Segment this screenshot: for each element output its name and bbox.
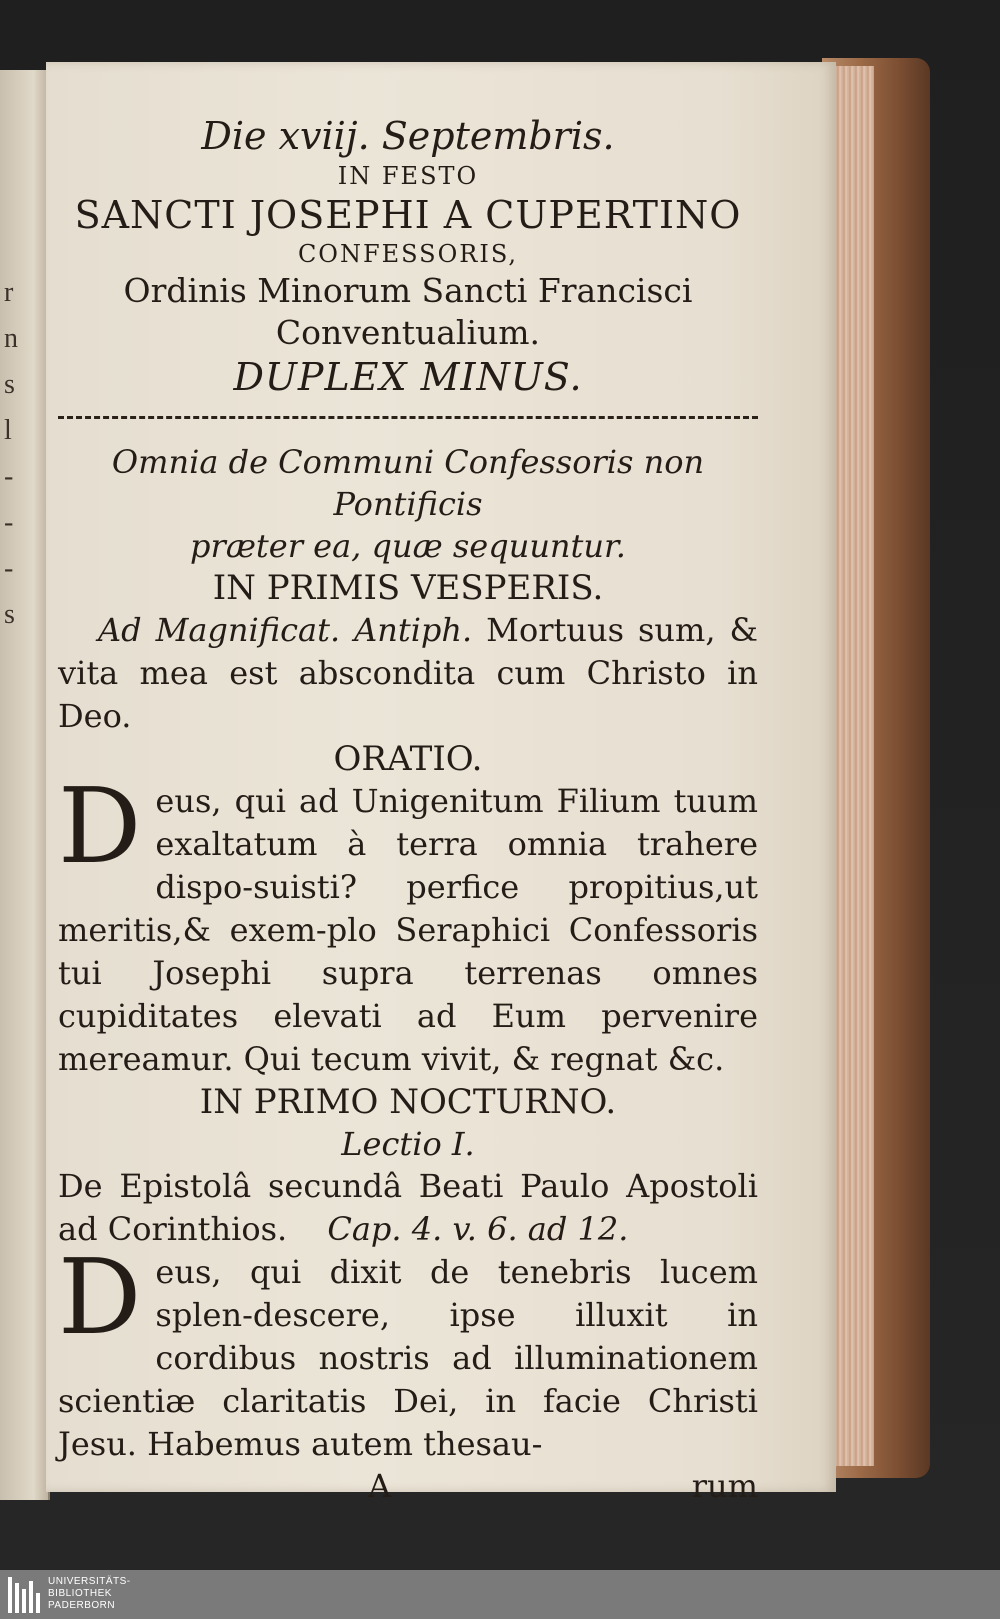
confessoris-label: CONFESSORIS, <box>297 240 519 268</box>
oratio-paragraph <box>58 765 758 1081</box>
feast-date: Die xviij. Septembris. <box>201 114 615 158</box>
lectio-text: eus, qui dixit de tenebris lucem splen-descere, ipse illuxit in cordibus nostris ad illuminationem scientiæ claritatis Dei, in facie Christi Jesu. Habemus autem thesau- <box>58 1253 758 1463</box>
left-char: - <box>4 507 14 538</box>
signature-mark: A <box>368 1467 392 1505</box>
left-char: s <box>4 369 15 400</box>
left-page-edge <box>0 70 50 1500</box>
left-char: r <box>4 277 14 308</box>
order-name: Ordinis Minorum Sancti Francisci <box>123 271 693 310</box>
catchword: rum <box>691 1467 758 1505</box>
nocturn-title: IN PRIMO NOCTURNO. <box>199 1082 617 1122</box>
left-margin-fragments <box>4 270 18 638</box>
library-logo-icon <box>8 1577 42 1613</box>
page-text <box>58 112 758 1506</box>
oratio-text: eus, qui ad Unigenitum Filium tuum exaltatum à terra omnia trahere dispo-suisti? perfice propitius,ut meritis,& exem-plo Seraphici Confessoris tui Josephi supra terrenas omnes cupiditates elevati ad Eum pervenire mereamur. Qui tecum vivit, & regnat &c. <box>58 782 758 1078</box>
rubric-line-2: præter ea, quæ sequuntur. <box>190 527 626 565</box>
feast-rank: DUPLEX MINUS. <box>233 355 583 399</box>
scripture-reference: Cap. 4. v. 6. ad 12. <box>327 1210 629 1248</box>
logo-line-3: PADERBORN <box>48 1600 116 1611</box>
logo-line-2: BIBLIOTHEK <box>48 1588 112 1599</box>
left-char: n <box>4 323 18 354</box>
oratio-title: ORATIO. <box>333 739 483 779</box>
lectio-source <box>58 1165 758 1251</box>
antiphon-label: Ad Magnificat. Antiph. <box>98 611 473 649</box>
antiphon-text: Mortuus sum, & vita mea est abscondita cum Christo in Deo. <box>58 611 758 735</box>
source-text: De Epistolâ secundâ Beati Paulo Apostoli ad Corinthios. <box>58 1167 758 1248</box>
lectio-paragraph <box>58 1236 758 1466</box>
in-festo-label: IN FESTO <box>337 162 479 190</box>
antiphon-paragraph <box>58 609 758 738</box>
vespers-title: IN PRIMIS VESPERIS. <box>212 568 604 608</box>
library-logo-text <box>48 1576 131 1612</box>
catchline <box>58 1466 758 1506</box>
conventualium-label: Conventualium. <box>275 313 541 352</box>
oratio-dropcap: D <box>58 765 142 887</box>
left-char: - <box>4 553 14 584</box>
lectio-label: Lectio I. <box>341 1125 475 1163</box>
rubric-line-1: Omnia de Communi Confessoris non Pontificis <box>111 443 705 523</box>
logo-line-1: UNIVERSITÄTS- <box>48 1576 131 1587</box>
library-footer <box>0 1570 1000 1619</box>
left-char: s <box>4 599 15 630</box>
left-char: - <box>4 461 14 492</box>
left-char: l <box>4 415 12 446</box>
dashed-divider <box>58 416 758 419</box>
lectio-dropcap: D <box>58 1236 142 1358</box>
saint-title: SANCTI JOSEPHI A CUPERTINO <box>74 193 742 237</box>
